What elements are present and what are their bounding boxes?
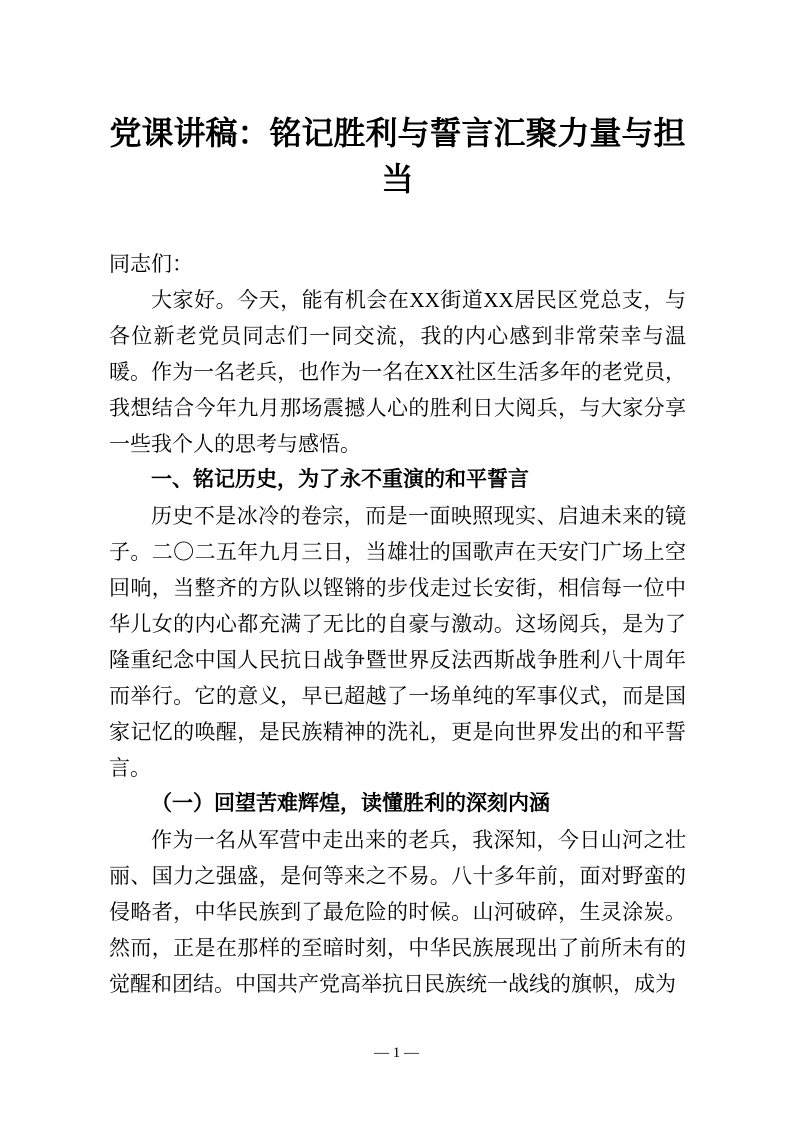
page-number: — 1 — xyxy=(374,1045,419,1061)
paragraph-section-1: 历史不是冰冷的卷宗，而是一面映照现实、启迪未来的镜子。二〇二五年九月三日，当雄壮的国歌声在天安门广场上空回响，当整齐的方队以铿锵的步伐走过长安街，相信每一位中华儿女的内心都充满了无比的自豪与激动。这场阅兵，是为了隆重纪念中国人民抗日战争暨世界反法西斯战争胜利八十周年而举行。它的意义，早已超越了一场单纯的军事仪式，而是国家记忆的唤醒，是民族精神的洗礼，更是向世界发出的和平誓言。 xyxy=(109,504,686,780)
subsection-heading-1-1: （一）回望苦难辉煌，读懂胜利的深刻内涵 xyxy=(151,792,550,815)
section-heading-1: 一、铭记历史，为了永不重演的和平誓言 xyxy=(151,468,529,491)
paragraph-intro: 大家好。今天，能有机会在XX街道XX居民区党总支，与各位新老党员同志们一同交流，我的内心感到非常荣幸与温暖。作为一名老兵，也作为一名在XX社区生活多年的老党员，我想结合今年九月那场震撼人心的胜利日大阅兵，与大家分享一些我个人的思考与感悟。 xyxy=(109,288,686,456)
paragraph-subsection-1-1: 作为一名从军营中走出来的老兵，我深知，今日山河之壮丽、国力之强盛，是何等来之不易。八十多年前，面对野蛮的侵略者，中华民族到了最危险的时候。山河破碎，生灵涂炭。然而，正是在那样的至暗时刻，中华民族展现出了前所未有的觉醒和团结。中国共产党高举抗日民族统一战线的旗帜，成为 xyxy=(109,828,686,996)
paragraph-salutation: 同志们： xyxy=(109,252,193,276)
document-title: 党课讲稿：铭记胜利与誓言汇聚力量与担当 xyxy=(109,115,686,197)
